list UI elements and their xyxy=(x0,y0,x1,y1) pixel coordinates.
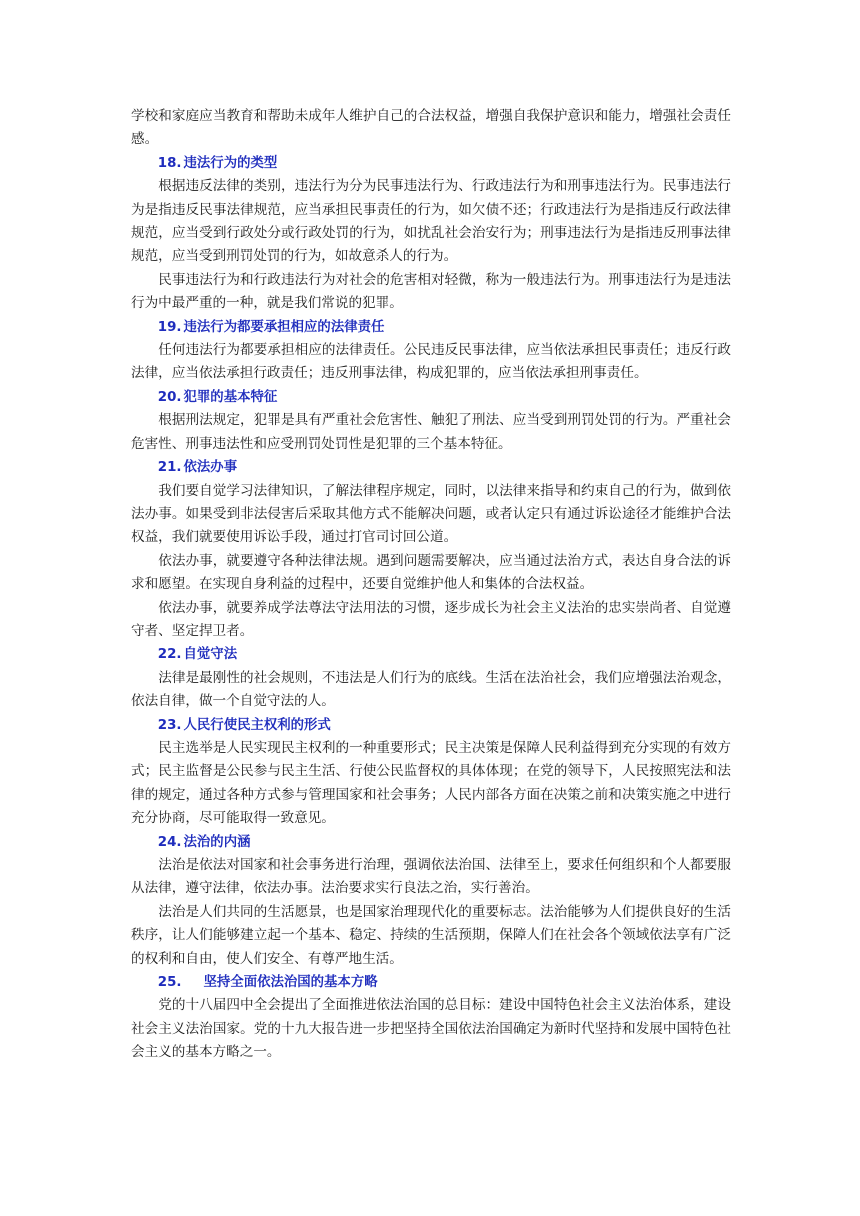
section-25 xyxy=(131,971,731,1065)
section-20 xyxy=(131,386,731,456)
section-paragraph: 依法办事，就要养成学法尊法守法用法的习惯，逐步成长为社会主义法治的忠实崇尚者、自觉遵守者、坚定捍卫者。 xyxy=(131,599,731,639)
section-paragraph: 法治是依法对国家和社会事务进行治理，强调依法治国、法律至上，要求任何组织和个人都要服从法律，遵守法律，依法办事。法治要求实行良法之治，实行善治。 xyxy=(131,857,731,897)
section-heading xyxy=(131,152,731,175)
section-title: 违法行为的类型 xyxy=(183,155,278,171)
section-heading xyxy=(131,714,731,737)
section-24 xyxy=(131,831,731,971)
section-number: 18. xyxy=(157,155,182,171)
section-title: 依法办事 xyxy=(183,460,238,476)
section-title: 坚持全面依法治国的基本方略 xyxy=(203,975,378,991)
section-number: 20. xyxy=(157,389,182,405)
section-title: 违法行为都要承担相应的法律责任 xyxy=(183,319,385,335)
section-paragraph: 民事违法行为和行政违法行为对社会的危害相对轻微，称为一般违法行为。刑事违法行为是违法行为中最严重的一种，就是我们常说的犯罪。 xyxy=(131,271,731,312)
section-paragraph: 法治是人们共同的生活愿景，也是国家治理现代化的重要标志。法治能够为人们提供良好的生活秩序，让人们能够建立起一个基本、稳定、持续的生活预期，保障人们在社会各个领域依法享有广泛的权利和自由，使人们安全、有尊严地生活。 xyxy=(131,903,731,967)
section-number: 22. xyxy=(157,647,182,663)
section-heading xyxy=(131,386,731,409)
section-number: 25. xyxy=(157,975,182,991)
section-paragraph: 法律是最刚性的社会规则，不违法是人们行为的底线。生活在法治社会，我们应增强法治观念，依法自律，做一个自觉守法的人。 xyxy=(131,669,731,710)
section-number: 24. xyxy=(157,834,182,850)
section-18 xyxy=(131,152,731,316)
section-heading xyxy=(131,831,731,854)
section-21 xyxy=(131,456,731,643)
document-page xyxy=(131,105,731,1065)
section-paragraph: 根据刑法规定，犯罪是具有严重社会危害性、触犯了刑法、应当受到刑罚处罚的行为。严重社会危害性、刑事违法性和应受刑罚处罚性是犯罪的三个基本特征。 xyxy=(131,412,731,452)
section-paragraph: 任何违法行为都要承担相应的法律责任。公民违反民事法律，应当依法承担民事责任；违反行政法律，应当依法承担行政责任；违反刑事法律，构成犯罪的，应当依法承担刑事责任。 xyxy=(131,342,731,382)
section-number: 21. xyxy=(157,460,182,476)
section-title: 自觉守法 xyxy=(183,647,238,663)
section-number: 23. xyxy=(157,717,182,733)
section-heading xyxy=(131,316,731,339)
section-19 xyxy=(131,316,731,386)
section-paragraph: 党的十八届四中全会提出了全面推进依法治国的总目标：建设中国特色社会主义法治体系，建设社会主义法治国家。党的十九大报告进一步把坚持全国依法治国确定为新时代坚持和发展中国特色社会主义的基本方略之一。 xyxy=(131,997,731,1061)
section-paragraph: 根据违反法律的类别，违法行为分为民事违法行为、行政违法行为和刑事违法行为。民事违法行为是指违反民事法律规范，应当承担民事责任的行为，如欠债不还；行政违法行为是指违反行政法律规范，应当受到行政处分或行政处罚的行为，如扰乱社会治安行为；刑事违法行为是指违反刑事法律规范，应当受到刑罚处罚的行为，如故意杀人的行为。 xyxy=(131,178,731,265)
section-23 xyxy=(131,714,731,831)
section-title: 犯罪的基本特征 xyxy=(183,389,278,405)
section-paragraph: 依法办事，就要遵守各种法律法规。遇到问题需要解决，应当通过法治方式，表达自身合法的诉求和愿望。在实现自身利益的过程中，还要自觉维护他人和集体的合法权益。 xyxy=(131,552,731,593)
section-heading xyxy=(131,456,731,479)
intro-paragraph: 学校和家庭应当教育和帮助未成年人维护自己的合法权益，增强自我保护意识和能力，增强社会责任感。 xyxy=(131,108,731,148)
section-paragraph: 我们要自觉学习法律知识，了解法律程序规定，同时，以法律来指导和约束自己的行为，做到依法办事。如果受到非法侵害后采取其他方式不能解决问题，或者认定只有通过诉讼途径才能维护合法权益，我们就要使用诉讼手段，通过打官司讨回公道。 xyxy=(131,482,731,546)
section-number: 19. xyxy=(157,319,182,335)
section-heading xyxy=(131,971,731,994)
section-title: 法治的内涵 xyxy=(183,834,251,850)
section-22 xyxy=(131,643,731,713)
section-paragraph: 民主选举是人民实现民主权利的一种重要形式；民主决策是保障人民利益得到充分实现的有效方式；民主监督是公民参与民主生活、行使公民监督权的具体体现；在党的领导下，人民按照宪法和法律的规定，通过各种方式参与管理国家和社会事务；人民内部各方面在决策之前和决策实施之中进行充分协商，尽可能取得一致意见。 xyxy=(131,739,731,827)
section-title: 人民行使民主权利的形式 xyxy=(183,717,331,733)
section-heading xyxy=(131,643,731,666)
